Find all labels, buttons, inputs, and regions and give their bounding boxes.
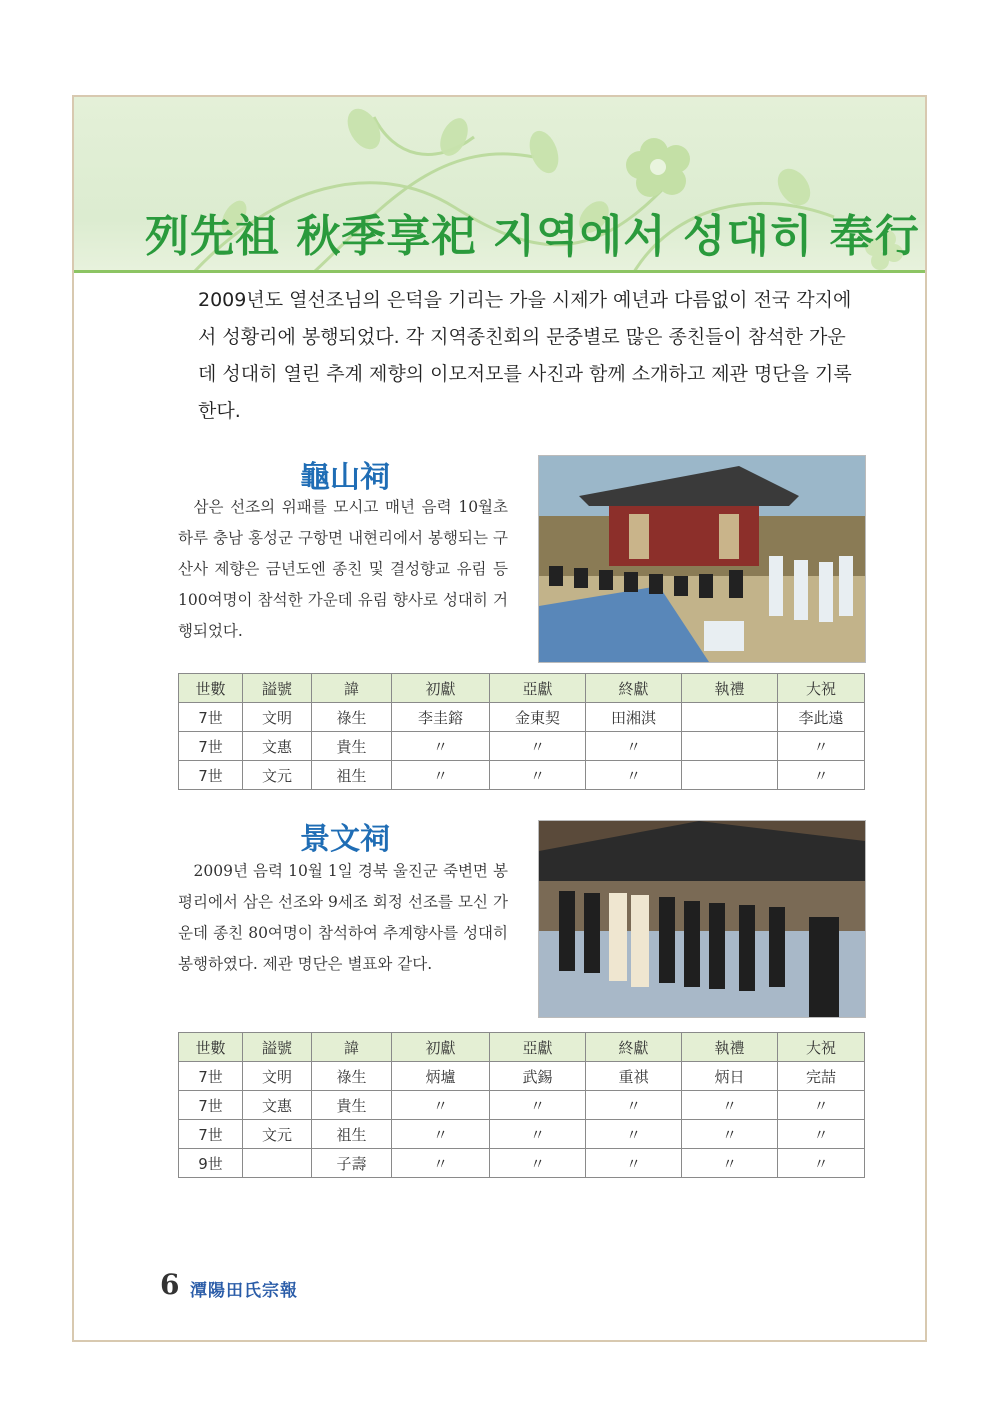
column-header: 初獻 (392, 674, 490, 703)
photo-gyeongmun-ceremony (538, 820, 866, 1018)
table-cell: 李圭鎔 (392, 703, 490, 732)
table-cell: 炳壚 (392, 1062, 490, 1091)
table-cell: 文元 (243, 1120, 312, 1149)
table-header-row (179, 674, 865, 703)
section-title-gyeongmun: 景文祠 (300, 822, 390, 857)
column-header: 執禮 (682, 674, 778, 703)
table-cell (682, 732, 778, 761)
table-cell: 子壽 (312, 1149, 392, 1178)
table-cell: 7世 (179, 1091, 243, 1120)
table-cell: 〃 (490, 1149, 586, 1178)
table-cell: 〃 (586, 732, 682, 761)
column-header: 世數 (179, 674, 243, 703)
table-cell: 〃 (490, 761, 586, 790)
table-cell: 〃 (682, 1149, 778, 1178)
table-cell: 〃 (490, 1091, 586, 1120)
table-cell: 〃 (586, 1120, 682, 1149)
table-cell: 祿生 (312, 1062, 392, 1091)
table-row (179, 1120, 865, 1149)
column-header: 執禮 (682, 1033, 778, 1062)
page-title: 列先祖 秋季享祀 지역에서 성대히 奉行 (145, 211, 920, 262)
column-header: 終獻 (586, 1033, 682, 1062)
table-cell: 貴生 (312, 732, 392, 761)
table-cell: 7世 (179, 761, 243, 790)
column-header: 謚號 (243, 674, 312, 703)
intro-paragraph: 2009년도 열선조님의 은덕을 기리는 가을 시제가 예년과 다름없이 전국 각지에서 성황리에 봉행되었다. 각 지역종친회의 문중별로 많은 종친들이 참석한 가운데 성대히 열린 추계 제향의 이모저모를 사진과 함께 소개하고 제관 명단을 기록한다. (198, 289, 852, 422)
table-cell: 〃 (392, 1149, 490, 1178)
table-row (179, 1062, 865, 1091)
table-cell: 武錫 (490, 1062, 586, 1091)
section-description-gyeongmun: 2009년 음력 10월 1일 경북 울진군 죽변면 봉평리에서 삼은 선조와 9세조 회정 선조를 모신 가운데 종친 80여명이 참석하여 추계향사를 성대히 봉행하였다. 제관 명단은 별표와 같다. (178, 862, 508, 973)
photo-gusan-ceremony (538, 455, 866, 663)
table-header-row (179, 1033, 865, 1062)
column-header: 諱 (312, 1033, 392, 1062)
table-cell: 7世 (179, 732, 243, 761)
column-header: 大祝 (778, 674, 865, 703)
table-cell: 文惠 (243, 732, 312, 761)
flower-icon (626, 138, 690, 197)
officiants-table-gyeongmun (178, 1032, 865, 1178)
table-cell: 祖生 (312, 761, 392, 790)
table-cell: 〃 (778, 1149, 865, 1178)
table-cell: 完喆 (778, 1062, 865, 1091)
table-row (179, 1149, 865, 1178)
table-cell: 〃 (392, 1120, 490, 1149)
table-cell: 李此遠 (778, 703, 865, 732)
table-cell: 文元 (243, 761, 312, 790)
table-cell: 文明 (243, 1062, 312, 1091)
column-header: 諱 (312, 674, 392, 703)
table-cell (682, 703, 778, 732)
table-cell: 〃 (586, 761, 682, 790)
table-cell: 金東契 (490, 703, 586, 732)
table-cell: 文明 (243, 703, 312, 732)
table-row (179, 703, 865, 732)
table-cell: 〃 (490, 1120, 586, 1149)
table-cell: 重祺 (586, 1062, 682, 1091)
table-cell: 祖生 (312, 1120, 392, 1149)
table-cell: 〃 (778, 732, 865, 761)
table-cell: 7世 (179, 1120, 243, 1149)
column-header: 世數 (179, 1033, 243, 1062)
column-header: 初獻 (392, 1033, 490, 1062)
column-header: 謚號 (243, 1033, 312, 1062)
section-description-gusan: 삼은 선조의 위패를 모시고 매년 음력 10월초 하루 충남 홍성군 구항면 내현리에서 봉행되는 구산사 제향은 금년도엔 종친 및 결성향교 유림 등 100여명이 참석한 가운데 유림 향사로 성대히 거행되었다. (178, 498, 508, 640)
table-cell: 文惠 (243, 1091, 312, 1120)
table-cell: 〃 (392, 761, 490, 790)
table-cell: 〃 (778, 1120, 865, 1149)
column-header: 亞獻 (490, 674, 586, 703)
journal-name: 潭陽田氏宗報 (190, 1281, 298, 1301)
table-cell: 〃 (392, 732, 490, 761)
table-row (179, 1091, 865, 1120)
column-header: 終獻 (586, 674, 682, 703)
column-header: 亞獻 (490, 1033, 586, 1062)
table-cell: 〃 (586, 1149, 682, 1178)
table-cell: 貴生 (312, 1091, 392, 1120)
table-cell: 9世 (179, 1149, 243, 1178)
table-cell: 〃 (682, 1120, 778, 1149)
table-cell: 炳日 (682, 1062, 778, 1091)
table-cell: 祿生 (312, 703, 392, 732)
page-number: 6 (160, 1268, 180, 1301)
table-cell (243, 1149, 312, 1178)
table-cell: 〃 (778, 1091, 865, 1120)
table-cell: 〃 (682, 1091, 778, 1120)
table-cell: 田湘淇 (586, 703, 682, 732)
table-cell: 〃 (490, 732, 586, 761)
officiants-table-gusan (178, 673, 865, 790)
table-cell: 〃 (778, 761, 865, 790)
column-header: 大祝 (778, 1033, 865, 1062)
table-cell: 7世 (179, 703, 243, 732)
table-row (179, 732, 865, 761)
section-title-gusan: 龜山祠 (300, 460, 390, 495)
table-cell (682, 761, 778, 790)
table-cell: 〃 (586, 1091, 682, 1120)
table-cell: 〃 (392, 1091, 490, 1120)
table-cell: 7世 (179, 1062, 243, 1091)
table-row (179, 761, 865, 790)
header-rule (74, 270, 925, 273)
